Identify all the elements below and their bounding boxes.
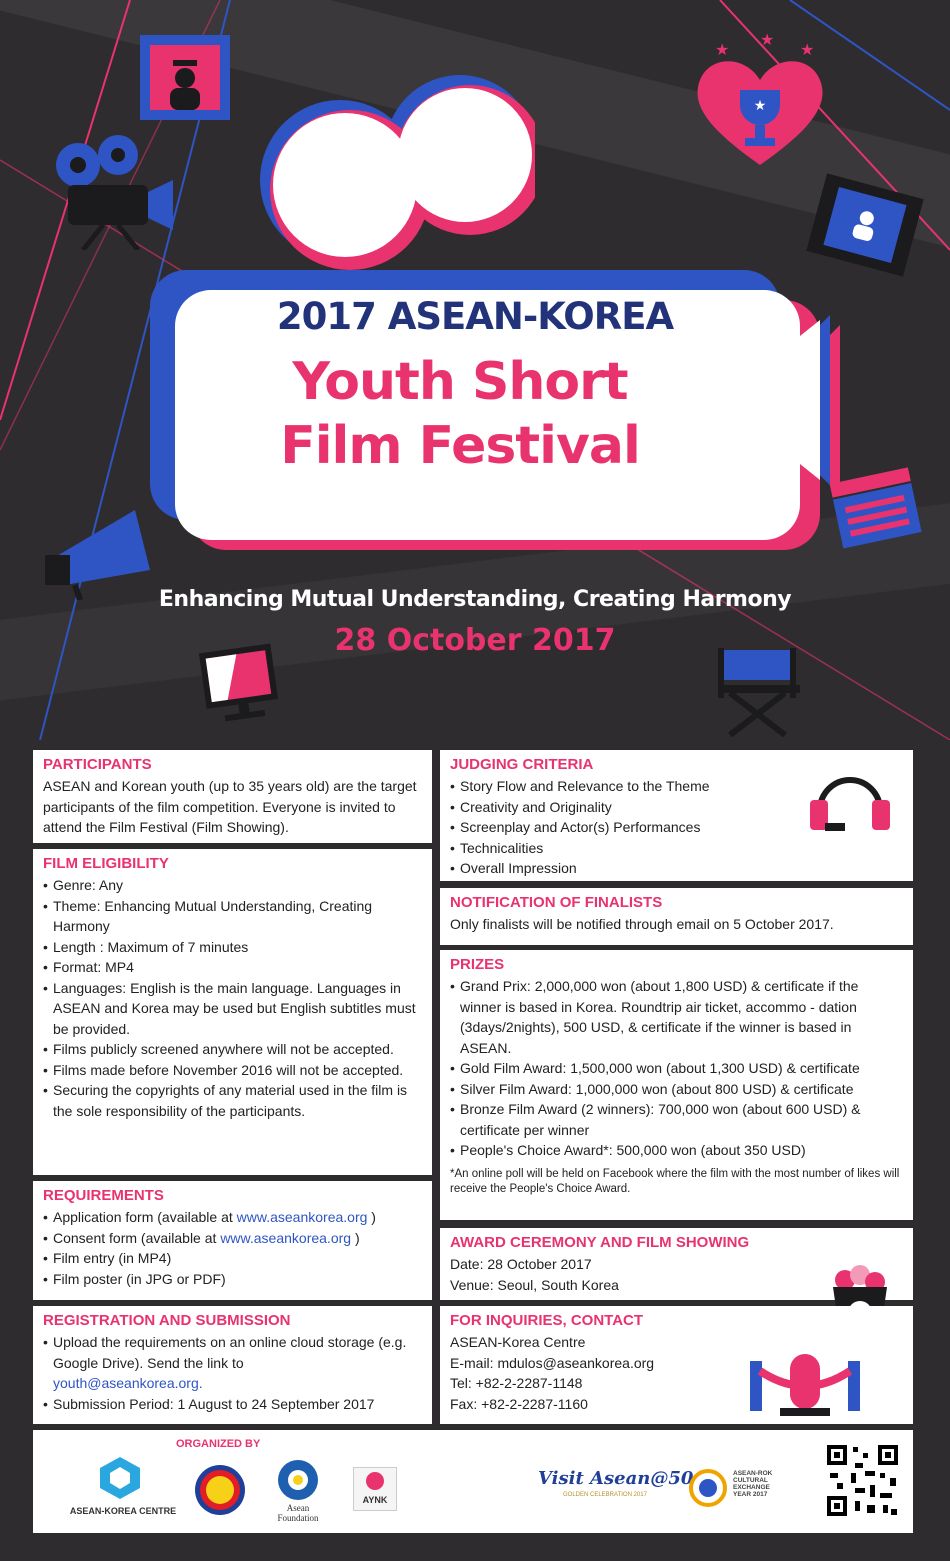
list-item: • Languages: English is the main language. Languages in ASEAN and Korea may be used but English subtitles must be provided. (43, 978, 422, 1040)
list-item: • Submission Period: 1 August to 24 September 2017 (43, 1394, 422, 1415)
participants-text: ASEAN and Korean youth (up to 35 years old) are the target participants of the film competition. Everyone is invited to attend the Film Festival (Film Showing). (43, 778, 417, 835)
list-item: • Grand Prix: 2,000,000 won (about 1,800 USD) & certificate if the winner is based in Korea. Roundtrip air ticket, accommo - dation (3days/2nights), 500 USD, & certificate if the winner is based in ASEAN. (450, 976, 903, 1058)
camera-reels-decoration (255, 55, 535, 285)
exchange-year-label (733, 1470, 772, 1498)
akc-logo-icon (98, 1455, 143, 1500)
list-item: • Films publicly screened anywhere will not be accepted. (43, 1039, 422, 1060)
website-link[interactable]: www.aseankorea.org (236, 1209, 368, 1225)
list-item (43, 1228, 422, 1249)
requirement-text: Consent form (available at (53, 1229, 217, 1246)
contact-tel: Tel: +82-2-2287-1148 (450, 1375, 583, 1391)
registration-box (33, 1306, 432, 1424)
aynk-label: AYNK (362, 1495, 388, 1505)
contact-email[interactable]: E-mail: mdulos@aseankorea.org (450, 1354, 655, 1371)
list-item (43, 1332, 422, 1394)
tagline: Enhancing Mutual Understanding, Creating Harmony (158, 587, 792, 612)
list-item: • Gold Film Award: 1,500,000 won (about 1,300 USD) & certificate (450, 1058, 903, 1079)
asean-foundation-label-1: Asean (286, 1503, 310, 1513)
participants-box (33, 750, 432, 843)
theater-icon (135, 30, 235, 125)
asean-foundation-label-2: Foundation (277, 1513, 319, 1523)
list-item: • Technicalities (450, 838, 903, 859)
exchange-line: EXCHANGE (733, 1484, 770, 1491)
list-item: • Genre: Any (43, 875, 422, 896)
footer (33, 1430, 913, 1533)
list-item: • Bronze Film Award (2 winners): 700,000 won (about 600 USD) & certificate per winner (450, 1099, 903, 1140)
svg-text:★: ★ (715, 42, 730, 59)
ceremony-venue: Venue: Seoul, South Korea (450, 1276, 619, 1293)
eligibility-box (33, 849, 432, 1175)
svg-text:★: ★ (760, 32, 775, 49)
prizes-box (440, 950, 913, 1220)
notification-text: Only finalists will be notified through email on 5 October 2017. (450, 916, 834, 932)
aynk-flower-icon (366, 1472, 384, 1490)
participants-heading: PARTICIPANTS (43, 756, 152, 773)
exchange-line: ASEAN-ROK (733, 1470, 773, 1477)
eligibility-heading: FILM ELIGIBILITY (43, 855, 169, 872)
notification-box (440, 888, 913, 945)
list-item: • Creativity and Originality (450, 797, 903, 818)
svg-text:★: ★ (753, 97, 767, 113)
list-item: • Overall Impression (450, 858, 903, 879)
list-item: • Format: MP4 (43, 957, 422, 978)
film-strip-icon (805, 170, 925, 280)
contact-box (440, 1306, 913, 1424)
paren: ) (367, 1209, 376, 1225)
list-item: • Screenplay and Actor(s) Performances (450, 817, 903, 838)
registration-text: Upload the requirements on an online cloud storage (e.g. Google Drive). Send the link to (53, 1334, 407, 1371)
trophy-heart-icon (690, 30, 830, 170)
golden-label: GOLDEN CELEBRATION 2017 (563, 1492, 647, 1498)
list-item: • Film entry (in MP4) (43, 1248, 422, 1269)
prizes-heading: PRIZES (450, 956, 505, 973)
judging-box (440, 750, 913, 881)
exchange-line: CULTURAL (733, 1477, 768, 1484)
judging-heading: JUDGING CRITERIA (450, 756, 594, 773)
list-item: • Theme: Enhancing Mutual Understanding, Creating Harmony (43, 896, 422, 937)
contact-heading: FOR INQUIRIES, CONTACT (450, 1312, 644, 1329)
paren: ) (351, 1229, 360, 1246)
website-link[interactable]: www.aseankorea.org (220, 1229, 352, 1246)
title-line2a: Youth Short (292, 352, 628, 412)
ceremony-heading: AWARD CEREMONY AND FILM SHOWING (450, 1234, 750, 1251)
title-line1: 2017 ASEAN-KOREA (276, 295, 674, 338)
qr-code-icon[interactable] (825, 1443, 900, 1518)
red-carpet-icon (740, 1336, 870, 1416)
list-item: • People's Choice Award*: 500,000 won (about 350 USD) (450, 1140, 903, 1161)
asean-foundation-logo-icon (276, 1458, 321, 1503)
camera-lens-decoration (770, 295, 850, 515)
megaphone-icon (40, 500, 170, 600)
prizes-note: *An online poll will be held on Facebook where the film with the most number of likes will receive the People's Choice Award. (450, 1167, 900, 1195)
list-item: • Story Flow and Relevance to the Theme (450, 776, 903, 797)
registration-heading: REGISTRATION AND SUBMISSION (43, 1312, 291, 1329)
ceremony-date: Date: 28 October 2017 (450, 1256, 592, 1272)
requirements-heading: REQUIREMENTS (43, 1187, 164, 1204)
exchange-year-logo-icon (688, 1468, 728, 1508)
svg-text:★: ★ (800, 42, 815, 59)
contact-fax: Fax: +82-2-2287-1160 (450, 1395, 588, 1412)
list-item: • Length : Maximum of 7 minutes (43, 937, 422, 958)
list-item (43, 1207, 422, 1228)
asean-logo-icon (193, 1463, 248, 1518)
list-item: • Securing the copyrights of any material used in the film is the sole responsibility of the participants. (43, 1080, 422, 1121)
akc-label: ASEAN-KOREA CENTRE (69, 1506, 177, 1516)
requirement-text: Application form (available at (53, 1209, 233, 1225)
list-item: • Silver Film Award: 1,000,000 won (about 800 USD) & certificate (450, 1079, 903, 1100)
notification-heading: NOTIFICATION OF FINALISTS (450, 894, 663, 911)
headphones-icon (805, 755, 895, 840)
contact-org: ASEAN-Korea Centre (450, 1334, 586, 1350)
visit-asean-label: Visit Asean@50 (538, 1468, 694, 1489)
list-item: • Films made before November 2016 will not be accepted. (43, 1060, 422, 1081)
title-line2b: Film Festival (280, 416, 640, 476)
aynk-logo (353, 1467, 397, 1511)
email-link[interactable]: youth@aseankorea.org. (53, 1375, 203, 1391)
requirements-box (33, 1181, 432, 1300)
exchange-line: YEAR 2017 (733, 1491, 768, 1498)
event-date: 28 October 2017 (334, 623, 616, 658)
list-item: • Film poster (in JPG or PDF) (43, 1269, 422, 1290)
camera-icon (48, 130, 178, 250)
organized-by-label: ORGANIZED BY (176, 1438, 261, 1450)
